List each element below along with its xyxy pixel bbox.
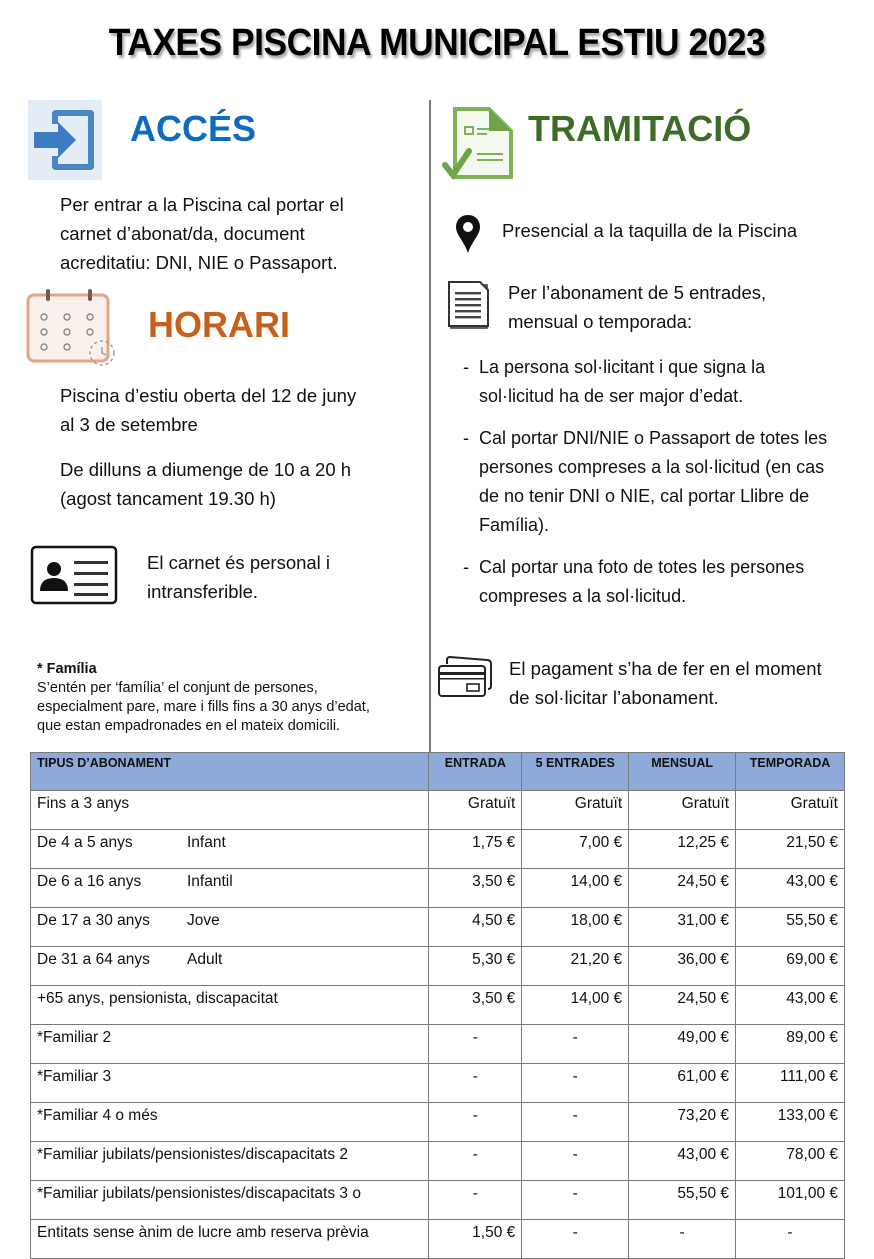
acces-heading: ACCÉS [130,108,257,149]
row-label-cell [31,1025,429,1064]
bullet-line: persones compreses a la sol·licitud (en cas [479,457,825,477]
column-header-type: TIPUS D’ABONAMENT [31,753,429,791]
bullet-line: Cal portar DNI/NIE o Passaport de totes les [479,428,828,448]
page-title: TAXES PISCINA MUNICIPAL ESTIU 2023 [108,22,766,64]
requirement-bullet [463,353,863,413]
table-row [31,1220,845,1259]
acces-text [60,190,420,277]
age-range: *Familiar 4 o més [37,1107,158,1124]
price-cell: - [736,1220,845,1259]
price-cell: 1,75 € [429,830,522,869]
column-header-temporada: TEMPORADA [736,753,845,791]
price-cell: 4,50 € [429,908,522,947]
column-header-entrada: ENTRADA [429,753,522,791]
price-cell: 43,00 € [736,869,845,908]
price-cell: Gratuït [629,791,736,830]
age-range: *Familiar jubilats/pensionistes/discapacitats 3 o [37,1185,361,1202]
category-label: Adult [187,951,223,968]
price-cell: 21,20 € [522,947,629,986]
row-label-cell [31,1142,429,1181]
price-cell: - [429,1064,522,1103]
price-cell: 14,00 € [522,986,629,1025]
carnet-line: intransferible. [147,581,259,602]
row-label-cell [31,1220,429,1259]
horari-hours [60,455,420,513]
price-cell: 111,00 € [736,1064,845,1103]
tramitacio-heading: TRAMITACIÓ [528,108,752,149]
column-header-mensual: MENSUAL [629,753,736,791]
price-cell: 61,00 € [629,1064,736,1103]
familia-note-line: especialment pare, mare i fills fins a 30 anys d’edat, [37,699,370,715]
price-cell: 55,50 € [629,1181,736,1220]
enter-door-icon [28,100,102,180]
age-range: De 6 a 16 anys [37,873,142,890]
location-text: Presencial a la taquilla de la Piscina [502,220,798,241]
row-label-cell [31,1103,429,1142]
price-cell: 18,00 € [522,908,629,947]
price-cell: 43,00 € [629,1142,736,1181]
row-label-cell [31,830,429,869]
familia-note-title: * Família [37,661,97,677]
horari-heading: HORARI [148,304,290,345]
requirement-bullet [463,553,863,613]
price-cell: 133,00 € [736,1103,845,1142]
price-cell: 36,00 € [629,947,736,986]
price-cell: 73,20 € [629,1103,736,1142]
document-check-icon [441,103,519,185]
row-label-cell [31,791,429,830]
price-cell: - [522,1064,629,1103]
horari-line: (agost tancament 19.30 h) [60,488,276,509]
map-pin-icon [454,213,482,255]
horari-line: Piscina d’estiu oberta del 12 de juny [60,385,357,406]
table-row [31,791,845,830]
bullet-line: compreses a la sol·licitud. [479,586,687,606]
category-label: Jove [187,912,220,929]
table-row [31,1025,845,1064]
age-range: De 17 a 30 anys [37,912,150,929]
price-cell: - [522,1103,629,1142]
bullet-dash: - [463,557,469,577]
price-cell: 55,50 € [736,908,845,947]
price-cell: 14,00 € [522,869,629,908]
bullet-line: Família). [479,515,550,535]
payment-line: de sol·licitar l’abonament. [509,687,719,708]
price-cell: - [522,1220,629,1259]
price-cell: - [522,1025,629,1064]
table-row [31,1142,845,1181]
abonament-line: mensual o temporada: [508,311,693,332]
price-cell: Gratuït [429,791,522,830]
bullet-line: Cal portar una foto de totes les persones [479,557,805,577]
price-cell: Gratuït [736,791,845,830]
bullet-line: de no tenir DNI o NIE, cal portar Llibre de [479,486,810,506]
familia-note-line: S’entén per ‘família’ el conjunt de persones, [37,680,318,696]
document-icon [448,280,492,330]
acces-line: acreditatiu: DNI, NIE o Passaport. [60,252,338,273]
price-cell: 21,50 € [736,830,845,869]
abonament-line: Per l’abonament de 5 entrades, [508,282,767,303]
price-cell: 89,00 € [736,1025,845,1064]
age-range: Entitats sense ànim de lucre amb reserva prèvia [37,1224,369,1241]
row-label-cell [31,1181,429,1220]
horari-dates [60,381,420,439]
price-cell: - [522,1142,629,1181]
table-row [31,1181,845,1220]
table-row [31,869,845,908]
price-cell: 1,50 € [429,1220,522,1259]
table-row [31,1064,845,1103]
price-cell: 3,50 € [429,869,522,908]
age-range: *Familiar 2 [37,1029,112,1046]
price-cell: - [429,1103,522,1142]
carnet-text [147,548,417,606]
acces-line: carnet d’abonat/da, document [60,223,305,244]
row-label-cell [31,908,429,947]
bullet-dash: - [463,428,469,448]
familia-note-line: que estan empadronades en el mateix domicili. [37,718,341,734]
price-cell: - [429,1025,522,1064]
table-row [31,947,845,986]
calendar-icon [24,287,122,367]
price-cell: - [429,1181,522,1220]
age-range: De 31 a 64 anys [37,951,150,968]
column-divider [429,100,431,752]
fees-table [30,752,845,1259]
horari-line: De dilluns a diumenge de 10 a 20 h [60,459,352,480]
table-header-row [31,753,845,791]
price-cell: 12,25 € [629,830,736,869]
price-cell: 7,00 € [522,830,629,869]
bullet-dash: - [463,357,469,377]
age-range: +65 anys, pensionista, discapacitat [37,990,278,1007]
column-header-5-entrades: 5 ENTRADES [522,753,629,791]
price-cell: 31,00 € [629,908,736,947]
table-row [31,830,845,869]
price-cell: - [629,1220,736,1259]
price-cell: - [429,1142,522,1181]
row-label-cell [31,986,429,1025]
table-row [31,986,845,1025]
familia-note [37,660,427,736]
price-cell: 101,00 € [736,1181,845,1220]
row-label-cell [31,1064,429,1103]
price-cell: 78,00 € [736,1142,845,1181]
price-cell: 24,50 € [629,986,736,1025]
price-cell: 43,00 € [736,986,845,1025]
table-row [31,1103,845,1142]
row-label-cell [31,947,429,986]
price-cell: 3,50 € [429,986,522,1025]
age-range: Fins a 3 anys [37,795,130,812]
age-range: *Familiar 3 [37,1068,112,1085]
abonament-text [508,278,858,336]
price-cell: 69,00 € [736,947,845,986]
table-row [31,908,845,947]
requirement-bullet [463,424,863,544]
id-card-icon [30,545,118,605]
row-label-cell [31,869,429,908]
bullet-line: sol·licitud ha de ser major d’edat. [479,386,744,406]
category-label: Infant [187,834,226,851]
price-cell: 49,00 € [629,1025,736,1064]
price-cell: 24,50 € [629,869,736,908]
price-cell: Gratuït [522,791,629,830]
horari-line: al 3 de setembre [60,414,198,435]
acces-line: Per entrar a la Piscina cal portar el [60,194,344,215]
bullet-line: La persona sol·licitant i que signa la [479,357,766,377]
age-range: De 4 a 5 anys [37,834,133,851]
price-cell: 5,30 € [429,947,522,986]
payment-text [509,654,869,712]
age-range: *Familiar jubilats/pensionistes/discapacitats 2 [37,1146,349,1163]
category-label: Infantil [187,873,233,890]
payment-line: El pagament s’ha de fer en el moment [509,658,822,679]
credit-card-icon [437,654,495,700]
carnet-line: El carnet és personal i [147,552,331,573]
price-cell: - [522,1181,629,1220]
